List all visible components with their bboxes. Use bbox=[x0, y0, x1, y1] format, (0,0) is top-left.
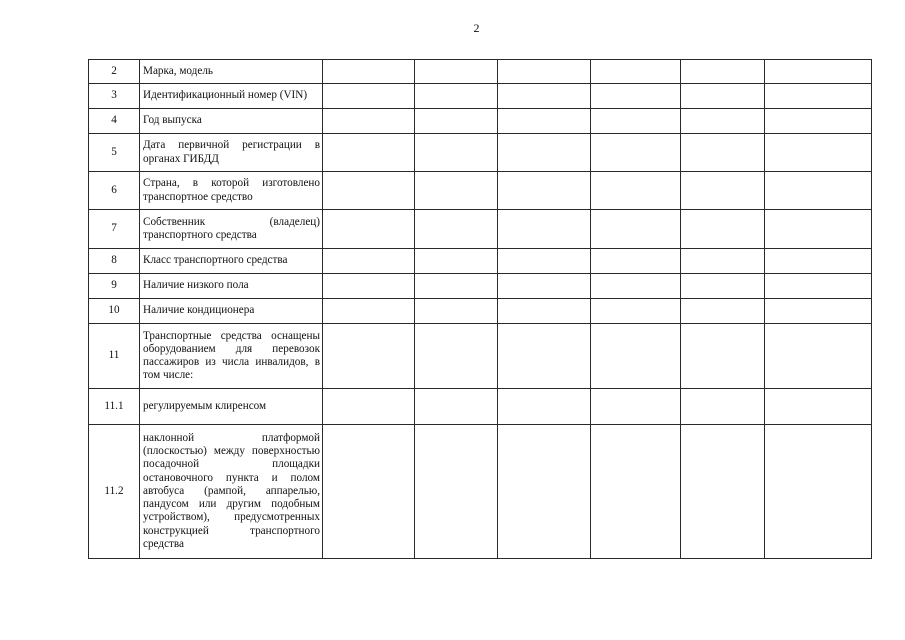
empty-value-cell bbox=[591, 425, 681, 559]
row-number-cell: 7 bbox=[89, 210, 140, 249]
table-row bbox=[89, 60, 872, 84]
table-row bbox=[89, 249, 872, 274]
empty-value-cell bbox=[498, 324, 591, 389]
empty-value-cell bbox=[498, 299, 591, 324]
table-row bbox=[89, 84, 872, 109]
empty-value-cell bbox=[415, 249, 498, 274]
row-number-cell: 10 bbox=[89, 299, 140, 324]
row-number-cell: 8 bbox=[89, 249, 140, 274]
empty-value-cell bbox=[681, 389, 765, 425]
empty-value-cell bbox=[765, 60, 872, 84]
empty-value-cell bbox=[323, 425, 415, 559]
empty-value-cell bbox=[765, 274, 872, 299]
empty-value-cell bbox=[765, 210, 872, 249]
row-number-cell: 5 bbox=[89, 134, 140, 172]
empty-value-cell bbox=[323, 109, 415, 134]
empty-value-cell bbox=[323, 84, 415, 109]
row-label-cell: Наличие кондиционера bbox=[140, 299, 323, 324]
empty-value-cell bbox=[323, 172, 415, 210]
empty-value-cell bbox=[498, 172, 591, 210]
table-row bbox=[89, 210, 872, 249]
row-number-cell: 11 bbox=[89, 324, 140, 389]
empty-value-cell bbox=[591, 109, 681, 134]
empty-value-cell bbox=[681, 210, 765, 249]
empty-value-cell bbox=[498, 210, 591, 249]
table-row bbox=[89, 172, 872, 210]
empty-value-cell bbox=[498, 389, 591, 425]
empty-value-cell bbox=[323, 60, 415, 84]
empty-value-cell bbox=[681, 425, 765, 559]
empty-value-cell bbox=[415, 60, 498, 84]
empty-value-cell bbox=[591, 299, 681, 324]
empty-value-cell bbox=[591, 84, 681, 109]
empty-value-cell bbox=[591, 60, 681, 84]
empty-value-cell bbox=[765, 109, 872, 134]
empty-value-cell bbox=[415, 210, 498, 249]
empty-value-cell bbox=[323, 274, 415, 299]
empty-value-cell bbox=[323, 299, 415, 324]
empty-value-cell bbox=[415, 172, 498, 210]
row-number-cell: 6 bbox=[89, 172, 140, 210]
empty-value-cell bbox=[415, 84, 498, 109]
empty-value-cell bbox=[681, 299, 765, 324]
empty-value-cell bbox=[323, 249, 415, 274]
empty-value-cell bbox=[765, 425, 872, 559]
empty-value-cell bbox=[415, 389, 498, 425]
row-label-cell: Страна, в которой изготовлено транспортное средство bbox=[140, 172, 323, 210]
empty-value-cell bbox=[591, 324, 681, 389]
empty-value-cell bbox=[323, 324, 415, 389]
row-label-cell: Идентификационный номер (VIN) bbox=[140, 84, 323, 109]
empty-value-cell bbox=[498, 84, 591, 109]
empty-value-cell bbox=[591, 134, 681, 172]
empty-value-cell bbox=[498, 109, 591, 134]
empty-value-cell bbox=[591, 249, 681, 274]
empty-value-cell bbox=[415, 274, 498, 299]
table-row bbox=[89, 425, 872, 559]
empty-value-cell bbox=[415, 425, 498, 559]
empty-value-cell bbox=[415, 109, 498, 134]
empty-value-cell bbox=[681, 172, 765, 210]
empty-value-cell bbox=[498, 249, 591, 274]
empty-value-cell bbox=[681, 109, 765, 134]
empty-value-cell bbox=[591, 172, 681, 210]
row-number-cell: 9 bbox=[89, 274, 140, 299]
empty-value-cell bbox=[681, 274, 765, 299]
empty-value-cell bbox=[681, 249, 765, 274]
page-number: 2 bbox=[473, 21, 480, 35]
empty-value-cell bbox=[591, 210, 681, 249]
row-label-cell: Транспортные средства оснащены оборудованием для перевозок пассажиров из числа инвалидов, в том числе: bbox=[140, 324, 323, 389]
empty-value-cell bbox=[415, 299, 498, 324]
row-number-cell: 2 bbox=[89, 60, 140, 84]
empty-value-cell bbox=[765, 134, 872, 172]
table-row bbox=[89, 324, 872, 389]
row-label-cell: Дата первичной регистрации в органах ГИБДД bbox=[140, 134, 323, 172]
empty-value-cell bbox=[765, 389, 872, 425]
row-number-cell: 4 bbox=[89, 109, 140, 134]
row-label-cell: Марка, модель bbox=[140, 60, 323, 84]
empty-value-cell bbox=[415, 134, 498, 172]
empty-value-cell bbox=[323, 210, 415, 249]
table-row bbox=[89, 299, 872, 324]
empty-value-cell bbox=[681, 84, 765, 109]
row-number-cell: 3 bbox=[89, 84, 140, 109]
empty-value-cell bbox=[498, 134, 591, 172]
empty-value-cell bbox=[765, 84, 872, 109]
row-label-cell: Класс транспортного средства bbox=[140, 249, 323, 274]
table-row bbox=[89, 134, 872, 172]
empty-value-cell bbox=[591, 389, 681, 425]
empty-value-cell bbox=[323, 134, 415, 172]
empty-value-cell bbox=[765, 249, 872, 274]
empty-value-cell bbox=[498, 425, 591, 559]
empty-value-cell bbox=[498, 274, 591, 299]
empty-value-cell bbox=[681, 324, 765, 389]
row-label-cell: наклонной платформой (плоскостью) между поверхностью посадочной площадки остановочного пункта и полом автобуса (рампой, аппарелью, пандусом или другим подобным устройством), предусмотренных конструкцией транспортного средства bbox=[140, 425, 323, 559]
row-label-cell: регулируемым клиренсом bbox=[140, 389, 323, 425]
table-row bbox=[89, 389, 872, 425]
empty-value-cell bbox=[415, 324, 498, 389]
empty-value-cell bbox=[765, 299, 872, 324]
row-number-cell: 11.2 bbox=[89, 425, 140, 559]
empty-value-cell bbox=[765, 324, 872, 389]
empty-value-cell bbox=[498, 60, 591, 84]
vehicle-info-table bbox=[88, 59, 872, 559]
table-row bbox=[89, 109, 872, 134]
row-label-cell: Собственник (владелец) транспортного средства bbox=[140, 210, 323, 249]
empty-value-cell bbox=[681, 134, 765, 172]
empty-value-cell bbox=[765, 172, 872, 210]
row-label-cell: Наличие низкого пола bbox=[140, 274, 323, 299]
row-label-cell: Год выпуска bbox=[140, 109, 323, 134]
empty-value-cell bbox=[681, 60, 765, 84]
empty-value-cell bbox=[323, 389, 415, 425]
empty-value-cell bbox=[591, 274, 681, 299]
table-row bbox=[89, 274, 872, 299]
row-number-cell: 11.1 bbox=[89, 389, 140, 425]
